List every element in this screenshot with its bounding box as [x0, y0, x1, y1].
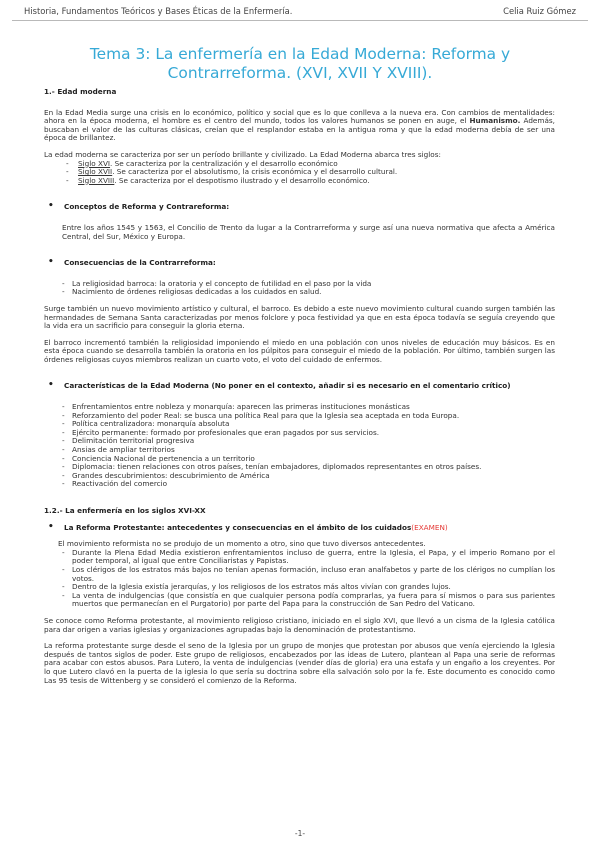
list-item: - Enfrentamientos entre nobleza y monarquía: aparecen las primeras instituciones monásticas [62, 402, 410, 412]
document-body [44, 88, 555, 685]
heading-reforma-protestante: • La Reforma Protestante: antecedentes y consecuencias en el ámbito de los cuidados(EXAMEN) [44, 524, 555, 533]
page-header [24, 6, 576, 20]
header-author: Celia Ruiz Gómez [503, 6, 576, 16]
header-course-title: Historia, Fundamentos Teóricos y Bases Éticas de la Enfermería. [24, 6, 293, 16]
consecuencias-list [44, 280, 555, 297]
list-item: - Nacimiento de órdenes religiosas dedicadas a los cuidados en salud. [62, 287, 322, 297]
page-number: -1- [294, 829, 306, 838]
page-title: Tema 3: La enfermería en la Edad Moderna: Reforma y Contrarreforma. (XVI, XVII Y XVIII). [89, 45, 511, 82]
list-item: - La religiosidad barroca: la oratoria y el concepto de futilidad en el paso por la vida [62, 278, 372, 288]
list-item: - Ansias de ampliar territorios [62, 445, 175, 455]
exam-tag: (EXAMEN) [411, 522, 448, 532]
heading-conceptos: • Conceptos de Reforma y Contrareforma: [44, 203, 555, 212]
list-item: - Dentro de la Iglesia existía jerarquías, y los religiosos de los estratos más altos vivían con grandes lujos. [62, 582, 451, 592]
list-item: - Ejército permanente: formado por profesionales que eran pagados por sus servicios. [62, 427, 380, 437]
paragraph-religiosidad: El barroco incrementó también la religiosidad imponiendo el miedo en una población con unos niveles de educación muy básicos. Es en esta época cuando se desarrolla también la oratoria en los púlpitos para conseguir el miedo de la población. Por último, también surgen las órdenes religiosas cuyos miembros realizan un cuarto voto, el voto del cuidado de enfermos. [44, 337, 555, 364]
paragraph-antecedentes: El movimiento reformista no se produjo de un momento a otro, sino que tuvo diversos antecedentes. [58, 539, 426, 549]
list-item: - Los clérigos de los estratos más bajos no tenían apenas formación, incluso eran analfabetos y parte de los clérigos no cumplían los votos. [62, 564, 555, 583]
list-item: - Delimitación territorial progresiva [62, 436, 195, 446]
paragraph-barroco: Surge también un nuevo movimiento artístico y cultural, el barroco. Es debido a este nuevo movimiento cultural cuando surgen también las hermandades de Semana Santa caracterizadas por menos folclore y poca festividad ya que en esta época todavía se seguía creyendo que la vida era un sacrificio para conseguir la gloria eterna. [44, 303, 555, 331]
header-divider [12, 20, 588, 21]
section-heading-edad-moderna: 1.- Edad moderna [44, 87, 117, 96]
list-item: - Política centralizadora: monarquía absoluta [62, 419, 230, 429]
paragraph-edad-moderna: La edad moderna se caracteriza por ser un período brillante y civilizado. La Edad Moderna abarca tres siglos: [44, 149, 441, 159]
list-item: - Grandes descubrimientos: descubrimiento de América [62, 470, 270, 480]
list-item: - Siglo XVI. Se caracteriza por la centralización y el desarrollo económico [66, 158, 338, 168]
paragraph-reforma-definicion: Se conoce como Reforma protestante, al movimiento religioso cristiano, iniciado en el siglo XVI, que llevó a un cisma de la Iglesia católica para dar origen a varias iglesias y organizaciones agrupadas bajo la denominación de protestantismo. [44, 615, 555, 634]
paragraph-lutero: La reforma protestante surge desde el seno de la Iglesia por un grupo de monjes que protestan por abusos que venía ejerciendo la Iglesia después de tantos siglos de poder. Este grupo de religiosos, encabezados por las ideas de Lutero, plantean al Papa una serie de reformas para acabar con estos abusos. Para Lutero, la venta de indulgencias (vender días de gloria) era una estafa y un engaño a los creyentes. Por lo que Lutero clavó en la puerta de la iglesia lo que sería su doctrina sobre ella salvación solo por la fe. Este documento es conocido como Las 95 tesis de Wittenberg y se consideró el comienzo de la Reforma. [44, 641, 555, 685]
heading-consecuencias: • Consecuencias de la Contrarreforma: [44, 259, 555, 268]
paragraph-edad-media: En la Edad Media surge una crisis en lo económico, político y social que es lo que conlleva a la nueva era. Con cambios de mentalidades: ahora en la época moderna, el hombre es el centro del mundo, todos los valores humanos se ponen en auge, el Humanismo. Además, buscaban el valor de las culturas clásicas, creían que el resplandor estaba en la antigua roma y que la edad moderna debía de ser una época de brillantez. [44, 107, 555, 143]
centuries-list [66, 160, 555, 186]
humanismo-term: Humanismo. [469, 116, 521, 126]
list-item: - La venta de indulgencias (que consistía en que cualquier persona podía comprarlas, ya fuera para sí mismos o para sus parientes muertos que permanecían en el Purgatorio) por parte del Papa para la construcción de San Pedro del Vaticano. [62, 590, 555, 609]
list-item: - Reactivación del comercio [62, 479, 168, 489]
paragraph-concilio-trento: Entre los años 1545 y 1563, el Concilio de Trento da lugar a la Contrarreforma y surge así una nueva normativa que afecta a América Central, del Sur, México y Europa. [62, 222, 555, 241]
list-item: - Diplomacia: tienen relaciones con otros países, tenían embajadores, diplomados representantes en otros países. [62, 462, 482, 472]
antecedentes-list [44, 549, 555, 609]
caracteristicas-list [44, 403, 555, 489]
list-item: - Conciencia Nacional de pertenencia a un territorio [62, 453, 255, 463]
list-item: - Durante la Plena Edad Media existieron enfrentamientos incluso de guerra, entre la Iglesia, el Papa, y el imperio Romano por el poder temporal, al igual que entre Conciliaristas y Papistas. [62, 547, 555, 566]
list-item: - Reforzamiento del poder Real: se busca una política Real para que la Iglesia sea aceptada en toda Europa. [62, 410, 460, 420]
list-item: - Siglo XVII. Se caracteriza por el absolutismo, la crisis económica y el desarrollo cultural. [66, 167, 398, 177]
list-item: - Siglo XVIII. Se caracteriza por el despotismo ilustrado y el desarrollo económico. [66, 175, 370, 185]
section-heading-siglos: 1.2.- La enfermería en los siglos XVI-XX [44, 506, 206, 515]
heading-caracteristicas: • Características de la Edad Moderna (No poner en el contexto, añadir si es necesario en el comentario crítico) [44, 382, 555, 391]
